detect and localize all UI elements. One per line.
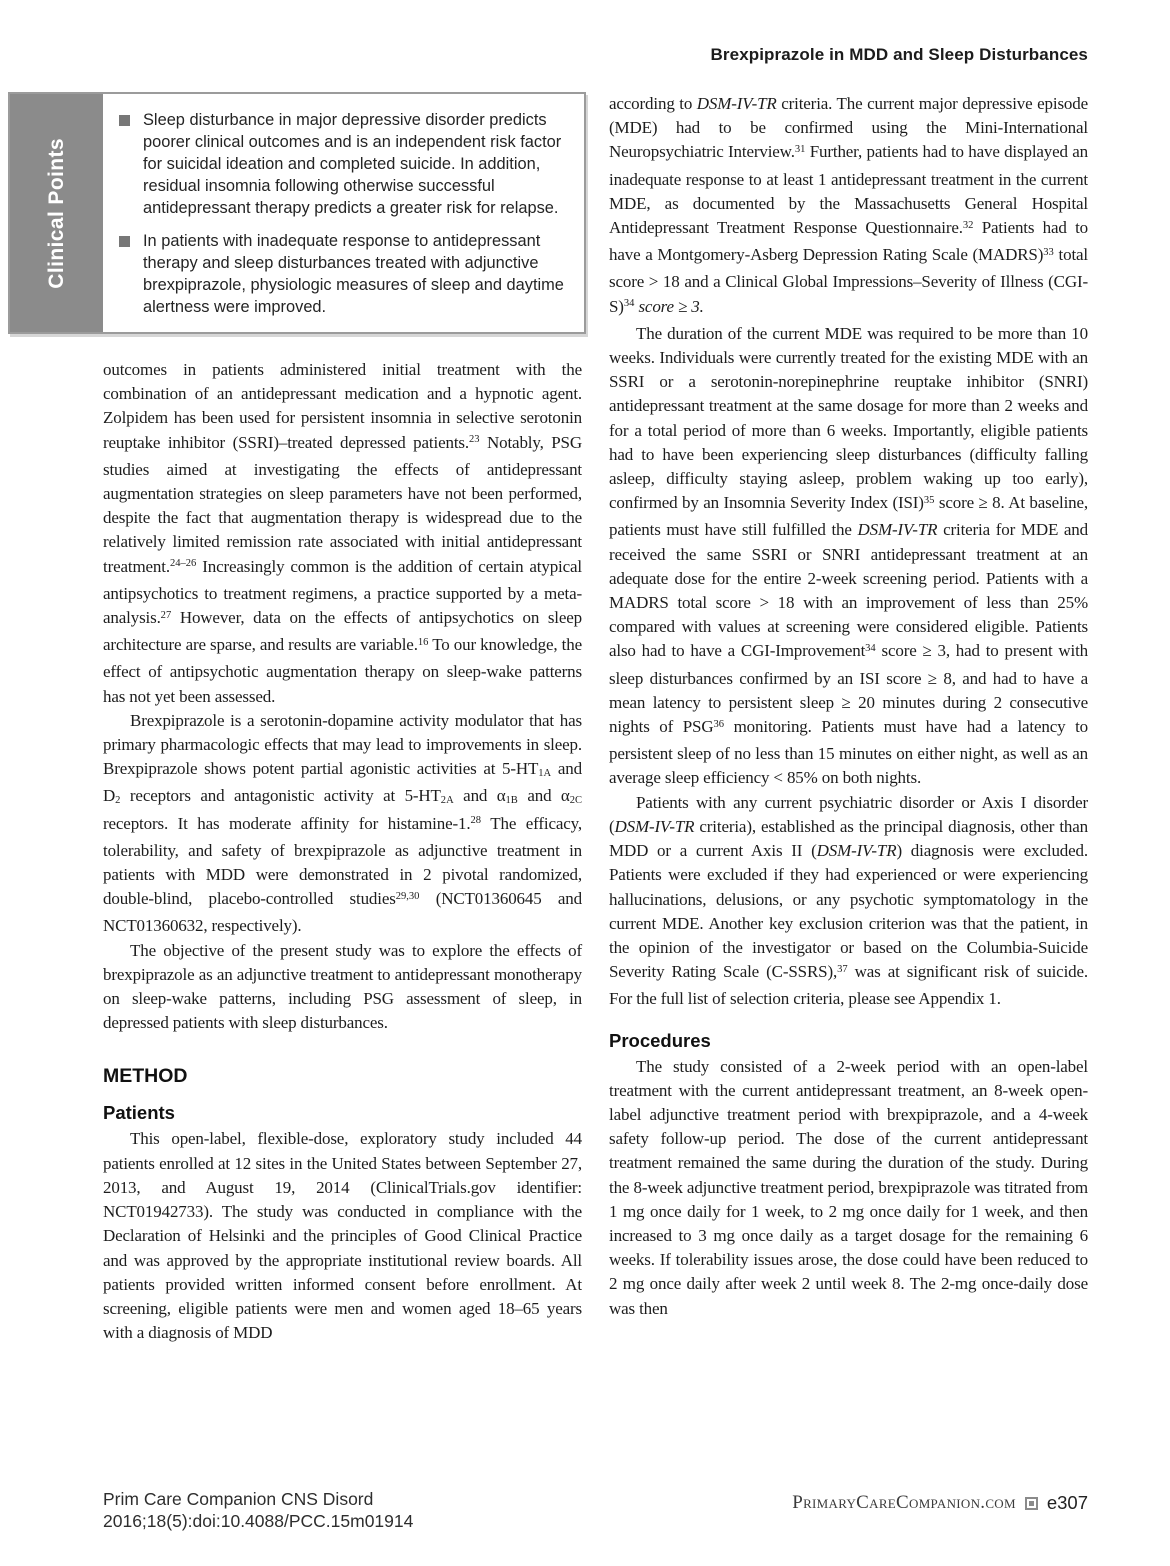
clinical-points-bullet (119, 109, 564, 219)
subsection-heading-patients: Patients (103, 1102, 175, 1124)
page-footer (103, 1489, 1088, 1532)
body-paragraph: The study consisted of a 2-week period with an open-label treatment with the current antidepressant treatment, an 8-week open-label adjunctive treatment period with brexpiprazole, and a 4-week safety follow-up period. The dose of the current antidepressant treatment remained the same during the duration of the study. During the 8-week adjunctive treatment period, brexpiprazole was titrated from 1 mg once daily for 1 week, to 2 mg once daily for 1 week, and then increased to 3 mg once daily as a target dosage for the remaining 6 weeks. If tolerability issues arose, the dose could have been reduced to 2 mg once daily after week 2 until week 8. The 2-mg once-daily dose was then (609, 1056, 1088, 1318)
clinical-points-bullet (119, 230, 564, 318)
running-head: Brexpiprazole in MDD and Sleep Disturbances (710, 45, 1088, 64)
journal-citation (103, 1489, 413, 1532)
clinical-points-bullet-text: In patients with inadequate response to antidepressant therapy and sleep disturbances treated with adjunctive brexpiprazole, physiologic measures of sleep and daytime alertness were improved. (143, 232, 564, 316)
right-column (609, 92, 1088, 1321)
body-paragraph: This open-label, flexible-dose, exploratory study included 44 patients enrolled at 12 sites in the United States between September 27, 2013, and August 19, 2014 (ClinicalTrials.gov identifier: NCT01942733). The study was conducted in compliance with the Declaration of Helsinki and the principles of Good Clinical Practice and was approved by the appropriate institutional review boards. All patients provided written informed consent before enrollment. At screening, eligible patients were men and women aged 18–65 years with a diagnosis of MDD (103, 1129, 582, 1343)
clinical-points-bullet-text: Sleep disturbance in major depressive disorder predicts poorer clinical outcomes and is an independent risk factor for suicidal ideation and completed suicide. In addition, residual insomnia following otherwise successful antidepressant therapy predicts a greater risk for relapse. (143, 111, 562, 217)
section-heading-method: METHOD (103, 1065, 188, 1088)
two-column-content (0, 65, 1170, 1345)
journal-doi: 2016;18(5):doi:10.4088/PCC.15m01914 (103, 1510, 414, 1531)
subsection-heading-procedures: Procedures (609, 1029, 711, 1051)
square-bullet-icon (119, 115, 130, 126)
body-paragraph: The objective of the present study was to explore the effects of brexpiprazole as an adjunctive treatment to antidepressant monotherapy on sleep-wake patterns, including PSG assessment of sleep, in depressed patients with sleep disturbances. (103, 940, 582, 1033)
body-paragraph: The duration of the current MDE was required to be more than 10 weeks. Individuals were currently treated for the existing MDE with an SSRI or a serotonin-norepinephrine reuptake inhibitor (SNRI) antidepressant treatment at the same dosage for more than 2 weeks and for a total period of more than 6 weeks. Importantly, eligible patients had to have been experiencing sleep disturbances (difficulty falling asleep, difficulty staying asleep, problem waking up too early), confirmed by an Insomnia Severity Index (ISI)$^{35}$ score ≥ 8. At baseline, patients must have still fulfilled the DSM-IV-TR criteria for MDE and received the same SSRI or SNRI antidepressant treatment at an adequate dose for the entire 2-week screening period. Patients with a MADRS total score > 18 with an improvement of less than 25% compared with values at screening were considered eligible. Patients also had to have a CGI-Improvement$^{34}$ score ≥ 3, had to present with sleep disturbances confirmed by an ISI score ≥ 8, and had to have a mean latency to persistent sleep ≥ 20 minutes during 2 consecutive nights of PSG$^{36}$ monitoring. Patients must have had a latency to persistent sleep of no less than 15 minutes on either night, as well as an average sleep efficiency < 85% on both nights. (609, 323, 1089, 788)
page-number: e307 (1046, 1492, 1088, 1513)
body-paragraph: Patients with any current psychiatric disorder or Axis I disorder (DSM-IV-TR criteria), established as the principal diagnosis, other than MDD or a current Axis II (DSM-IV-TR) diagnosis were excluded. Patients were excluded if they had experienced or were experiencing hallucinations, delusions, or any psychotic symptomatology in the current MDE. Another key exclusion criterion was that the patient, in the opinion of the investigator or based on the Columbia-Suicide Severity Rating Scale (C-SSRS),$^{37}$ was at significant risk of suicide. For the full list of selection criteria, please see Appendix 1. (609, 792, 1089, 1009)
clinical-points-box (8, 92, 586, 334)
body-paragraph: Brexpiprazole is a serotonin-dopamine activity modulator that has primary pharmacologic effects that may lead to improvements in sleep. Brexpiprazole shows potent partial agonistic activities at 5-HT1A and D2 receptors and antagonistic activity at 5-HT2A and α1B and α2C receptors. It has moderate affinity for histamine-1.28 The efficacy, tolerability, and safety of brexpiprazole as adjunctive treatment in patients with MDD were demonstrated in 2 pivotal randomized, double-blind, placebo-controlled studies$^{29,30}$ (NCT01360645 and NCT01360632, respectively). (103, 710, 582, 936)
journal-name: Prim Care Companion CNS Disord (103, 1489, 374, 1509)
framed-square-icon (1025, 1497, 1038, 1510)
left-column (44, 92, 582, 1345)
journal-website: PrimaryCareCompanion.com (792, 1492, 1016, 1513)
clinical-points-content (103, 94, 584, 332)
square-bullet-icon (119, 236, 130, 247)
body-paragraph: according to DSM-IV-TR criteria. The current major depressive episode (MDE) had to be confirmed using the Mini-International Neuropsychiatric Interview.$^{31}$ Further, patients had to have displayed an inadequate response to at least 1 antidepressant treatment in the current MDE, as documented by the Massachusetts General Hospital Antidepressant Treatment Response Questionnaire.$^{32}$ Patients had to have a Montgomery-Asberg Depression Rating Scale (MADRS)$^{33}$ total score > 18 and a Clinical Global Impressions–Severity of Illness $(CGI-S)^{34}$ score ≥ 3. (609, 94, 1089, 316)
footer-right (792, 1492, 1088, 1514)
body-paragraph: outcomes in patients administered initial treatment with the combination of an antidepressant medication and a hypnotic agent. Zolpidem has been used for persistent insomnia in selective serotonin reuptake inhibitor (SSRI)–treated depressed patients.$^{23}$ Notably, PSG studies aimed at investigating the effects of antidepressant augmentation strategies on sleep parameters have not been performed, despite the fact that augmentation therapy is widespread due to the relatively limited remission rate associated with initial antidepressant treatment.$^{24-26}$ Increasingly common is the addition of certain atypical antipsychotics to treatment regimens, a practice supported by a meta-analysis.$^{27}$ However, data on the effects of antipsychotics on sleep architecture are sparse, and results are variable.$^{16}$ To our knowledge, the effect of antipsychotic augmentation therapy on sleep-wake patterns has not yet been assessed. (103, 360, 582, 706)
clinical-points-tab-label: Clinical Points (44, 137, 68, 289)
clinical-points-tab (10, 94, 103, 332)
